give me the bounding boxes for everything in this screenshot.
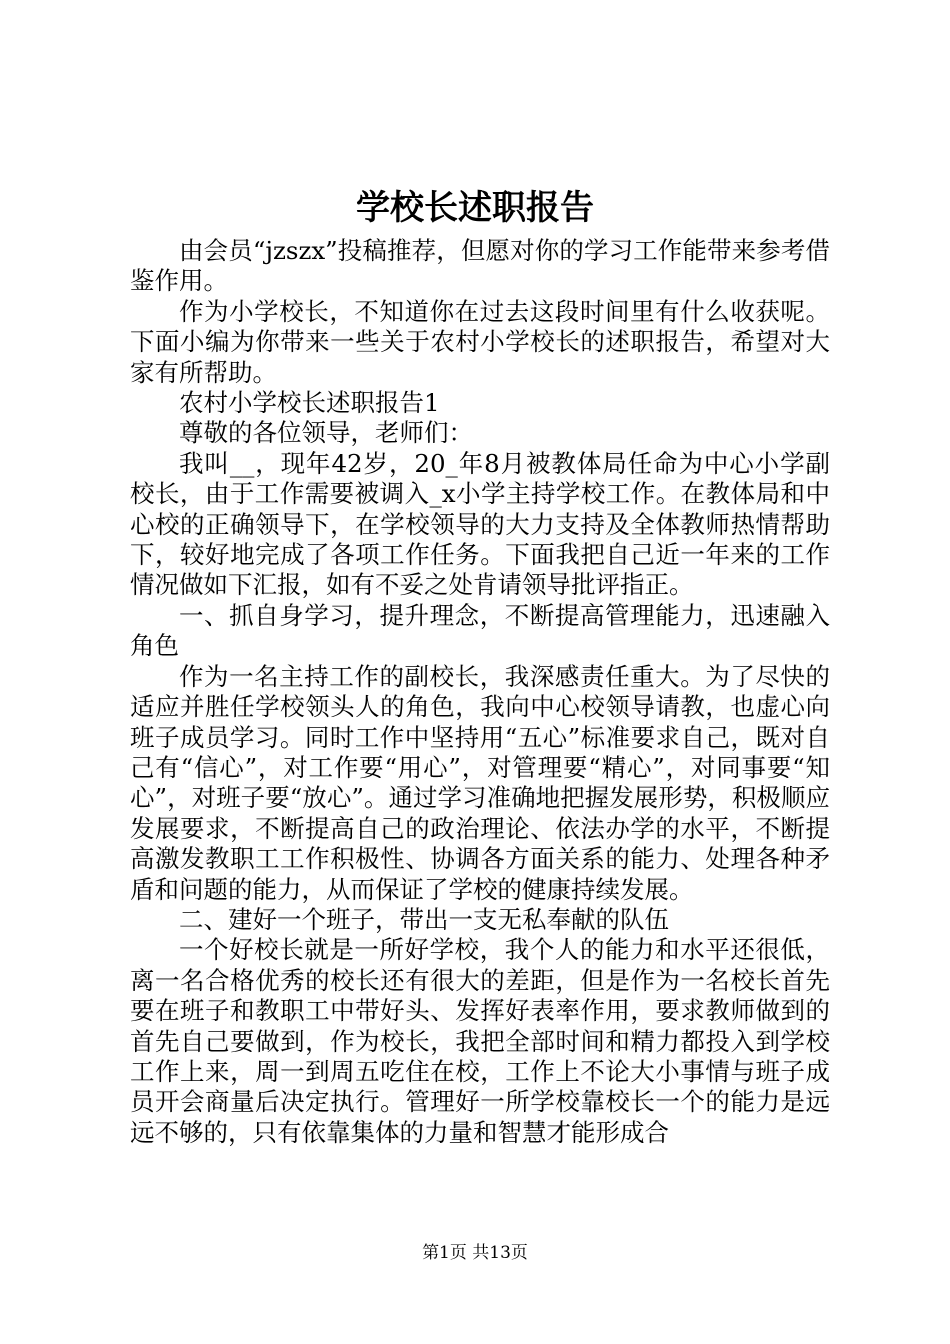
paragraph-salutation: 尊敬的各位领导，老师们：: [179, 418, 473, 448]
paragraph-intro: 由会员“jzszx”投稿推荐，但愿对你的学习工作能带来参考借鉴作用。: [130, 236, 830, 296]
section-heading-2: 二、建好一个班子，带出一支无私奉献的队伍: [179, 904, 669, 934]
paragraph-section-2: 一个好校长就是一所好学校，我个人的能力和水平还很低，离一名合格优秀的校长还有很大的差距，但是作为一名校长首先要在班子和教职工中带好头、发挥好表率作用，要求教师做到的首先自己要做到，作为校长，我把全部时间和精力都投入到学校工作上来，周一到周五吃住在校，工作上不论大小事情与班子成员开会商量后决定执行。管理好一所学校靠校长一个的能力是远远不够的，只有依靠集体的力量和智慧才能形成合: [130, 935, 830, 1147]
paragraph-self-introduction: 我叫__，现年42岁，20_年8月被教体局任命为中心小学副校长，由于工作需要被调入_x小学主持学校工作。在教体局和中心校的正确领导下，在学校领导的大力支持及全体教师热情帮助下，较好地完成了各项工作任务。下面我把自己近一年来的工作情况做如下汇报，如有不妥之处肯请领导批评指正。: [130, 448, 830, 600]
document-body: [130, 236, 830, 1148]
document-title: 学校长述职报告: [356, 188, 594, 228]
paragraph-preface: 作为小学校长，不知道你在过去这段时间里有什么收获呢。下面小编为你带来一些关于农村小学校长的述职报告，希望对大家有所帮助。: [130, 296, 830, 387]
paragraph-report-title: 农村小学校长述职报告1: [179, 388, 440, 418]
page-number-footer: 第1页 共13页: [422, 1243, 528, 1263]
paragraph-section-1: 作为一名主持工作的副校长，我深感责任重大。为了尽快的适应并胜任学校领头人的角色，我向中心校领导请教，也虚心向班子成员学习。同时工作中坚持用“五心”标准要求自己，既对自己有“信心”，对工作要“用心”，对管理要“精心”，对同事要“知心”，对班子要“放心”。通过学习准确地把握发展形势，积极顺应发展要求，不断提高自己的政治理论、依法办学的水平，不断提高激发教职工工作积极性、协调各方面关系的能力、处理各种矛盾和问题的能力，从而保证了学校的健康持续发展。: [130, 661, 830, 904]
section-heading-1: 一、抓自身学习，提升理念，不断提高管理能力，迅速融入角色: [130, 600, 830, 661]
